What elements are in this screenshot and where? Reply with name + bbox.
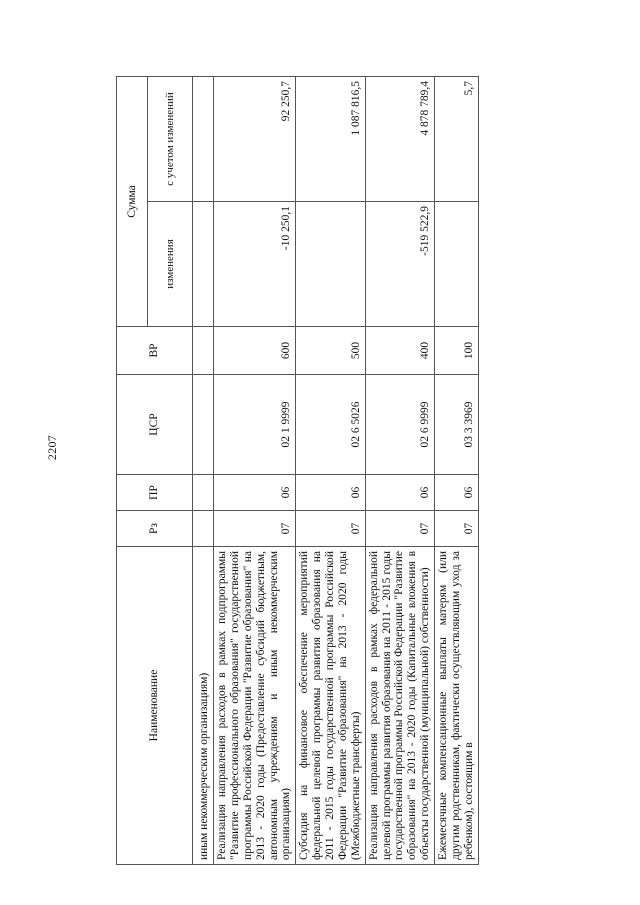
row-change: -10 250,1: [214, 202, 296, 327]
rotated-budget-table-container: [116, 77, 636, 865]
row-csr: 02 6 9999: [365, 375, 434, 475]
header-vr: ВР: [117, 327, 193, 375]
row-with-change: 1 087 816,5: [296, 76, 365, 201]
budget-table: [116, 76, 479, 865]
row-pr: 06: [435, 475, 479, 511]
row-name: Ежемесячные компенсационные выплаты матерям (или другим родственникам, фактически осуществляющим уход за ребенком), состоящим в: [435, 547, 479, 865]
row-csr: [193, 375, 214, 475]
row-pr: 06: [214, 475, 296, 511]
table-row: [435, 76, 479, 864]
table-row: [365, 76, 434, 864]
row-with-change: 5,7: [435, 76, 479, 201]
row-pr: [193, 475, 214, 511]
row-vr: 500: [296, 327, 365, 375]
row-with-change: [193, 76, 214, 201]
page-number-band: [0, 0, 100, 905]
row-with-change: 4 878 789,4: [365, 76, 434, 201]
row-with-change: 92 250,7: [214, 76, 296, 201]
header-name: Наименование: [117, 547, 193, 865]
table-row: [296, 76, 365, 864]
page-number: 2207: [45, 434, 60, 461]
header-sum: Сумма: [117, 76, 148, 326]
row-vr: 100: [435, 327, 479, 375]
row-rz: 07: [296, 511, 365, 547]
row-name: Реализация направления расходов в рамках подпрограммы "Развитие профессионального образования" государственной программы Российской Федерации "Развитие образования" на 2013 - 2020 годы (Предоставление субсидий бюджетным, автономным учреждениям и иным некоммерческим организациям): [214, 547, 296, 865]
row-name: иным некоммерческим организациям): [193, 547, 214, 865]
table-row: [214, 76, 296, 864]
header-row-1: [117, 76, 148, 864]
row-vr: 600: [214, 327, 296, 375]
row-change: [435, 202, 479, 327]
header-change: изменения: [148, 202, 193, 327]
row-vr: 400: [365, 327, 434, 375]
row-name: Реализация направления расходов в рамках федеральной целевой программы развития образования на 2011 - 2015 годы государственной программы Российской Федерации "Развитие образования" на 2013 - 2020 годы (Капитальные вложения в объекты государственной (муниципальной) собственности): [365, 547, 434, 865]
table-row: [193, 76, 214, 864]
row-csr: 02 1 9999: [214, 375, 296, 475]
row-rz: 07: [365, 511, 434, 547]
row-rz: 07: [435, 511, 479, 547]
row-csr: 03 3 3969: [435, 375, 479, 475]
row-change: [193, 202, 214, 327]
row-pr: 06: [296, 475, 365, 511]
row-change: [296, 202, 365, 327]
header-rz: Рз: [117, 511, 193, 547]
row-vr: [193, 327, 214, 375]
header-csr: ЦСР: [117, 375, 193, 475]
row-rz: [193, 511, 214, 547]
header-with-change: с учетом изменений: [148, 76, 193, 201]
row-pr: 06: [365, 475, 434, 511]
row-rz: 07: [214, 511, 296, 547]
header-pr: ПР: [117, 475, 193, 511]
row-csr: 02 6 5026: [296, 375, 365, 475]
row-change: -519 522,9: [365, 202, 434, 327]
row-name: Субсидия на финансовое обеспечение мероприятий федеральной целевой программы развития образования на 2011 - 2015 годы государственной программы Российской Федерации "Развитие образования" на 2013 - 2020 годы (Межбюджетные трансферты): [296, 547, 365, 865]
